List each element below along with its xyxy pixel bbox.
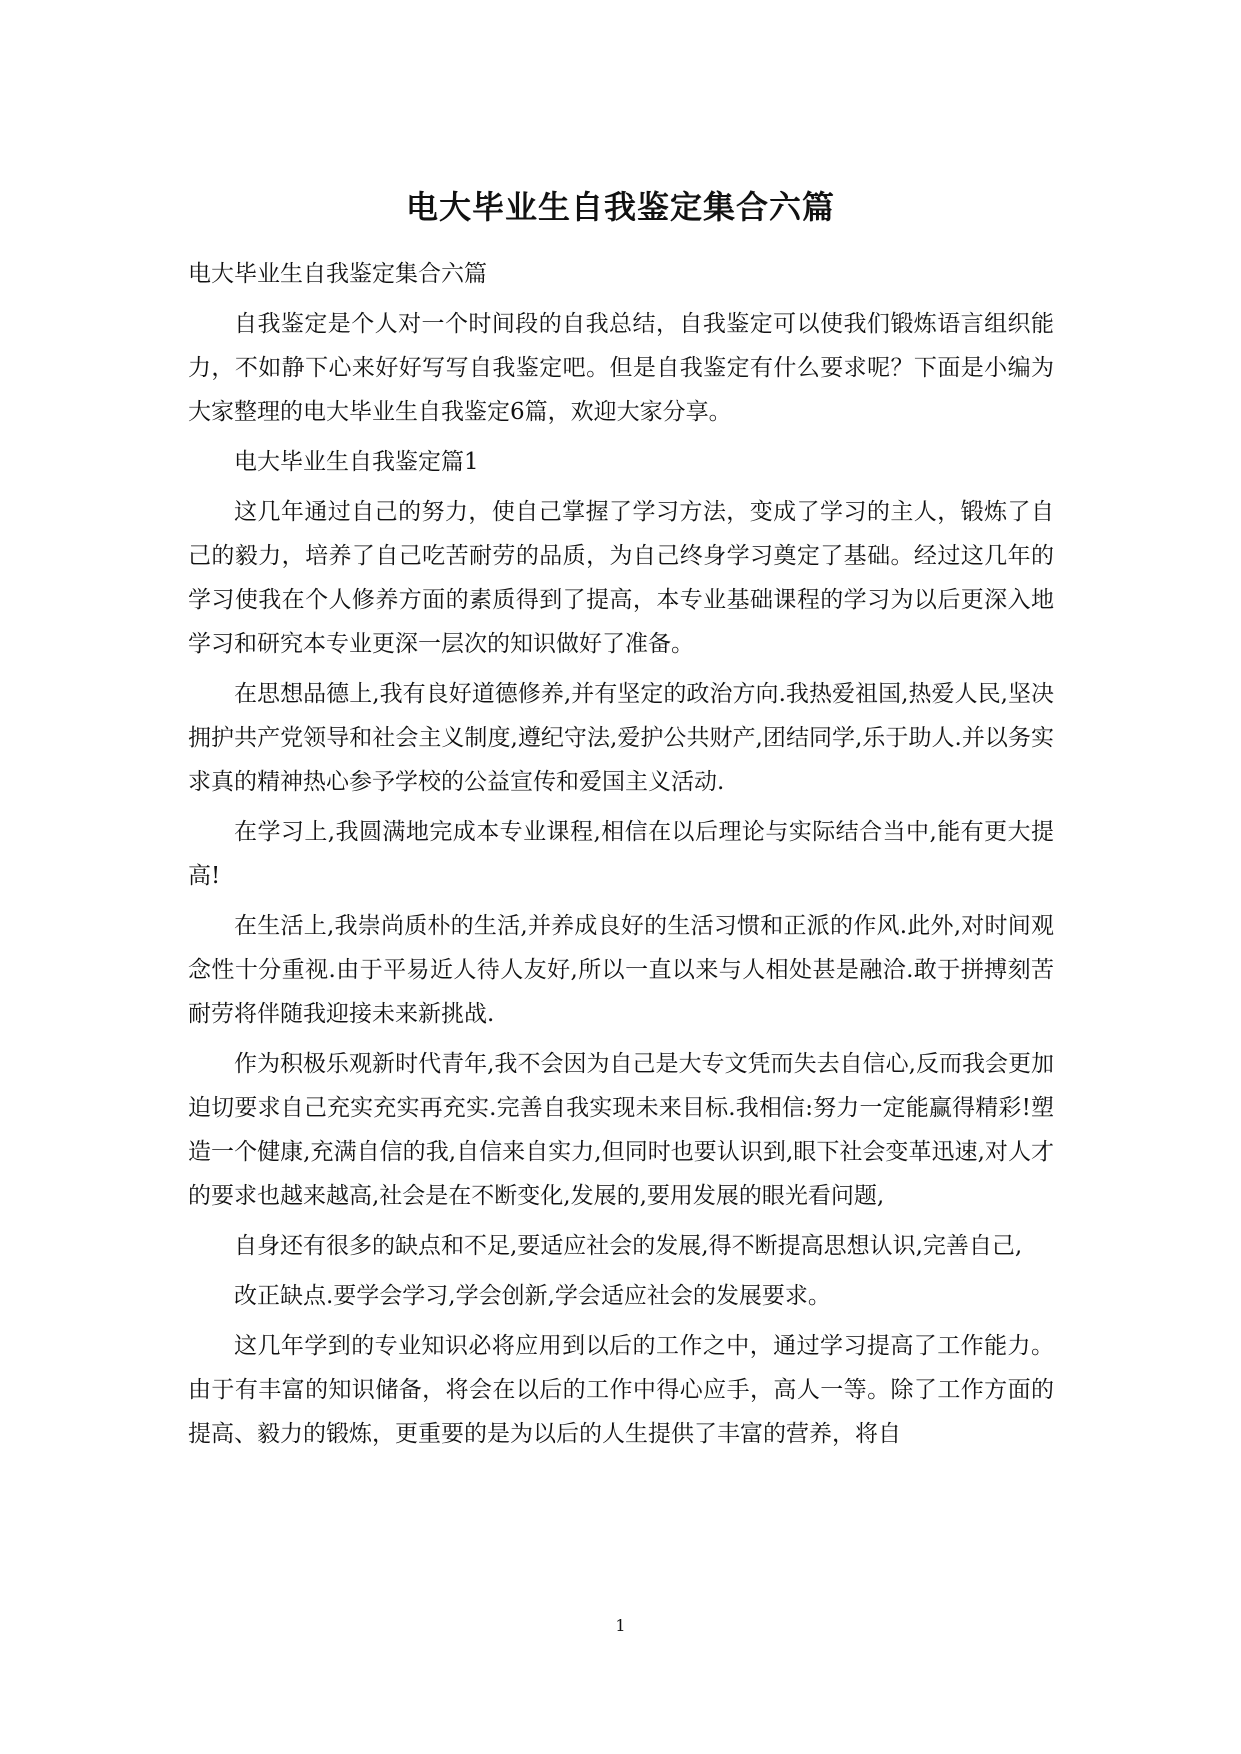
paragraph: 在学习上,我圆满地完成本专业课程,相信在以后理论与实际结合当中,能有更大提高! (188, 819, 1054, 889)
paragraph-intro: 自我鉴定是个人对一个时间段的自我总结，自我鉴定可以使我们锻炼语言组织能力，不如静下心来好好写写自我鉴定吧。但是自我鉴定有什么要求呢？下面是小编为大家整理的电大毕业生自我鉴定6篇，欢迎大家分享。 (188, 311, 1054, 425)
paragraph: 这几年通过自己的努力，使自己掌握了学习方法，变成了学习的主人，锻炼了自己的毅力，培养了自己吃苦耐劳的品质，为自己终身学习奠定了基础。经过这几年的学习使我在个人修养方面的素质得到了提高，本专业基础课程的学习为以后更深入地学习和研究本专业更深一层次的知识做好了准备。 (188, 499, 1054, 657)
paragraph: 在生活上,我崇尚质朴的生活,并养成良好的生活习惯和正派的作风.此外,对时间观念性十分重视.由于平易近人待人友好,所以一直以来与人相处甚是融洽.敢于拼搏刻苦耐劳将伴随我迎接未来新挑战. (188, 913, 1054, 1027)
paragraph: 自身还有很多的缺点和不足,要适应社会的发展,得不断提高思想认识,完善自己, (234, 1233, 1023, 1259)
paragraph: 在思想品德上,我有良好道德修养,并有坚定的政治方向.我热爱祖国,热爱人民,坚决拥护共产党领导和社会主义制度,遵纪守法,爱护公共财产,团结同学,乐于助人.并以务实求真的精神热心参予学校的公益宣传和爱国主义活动. (188, 681, 1054, 795)
page-number: 1 (615, 1616, 626, 1635)
paragraph: 作为积极乐观新时代青年,我不会因为自己是大专文凭而失去自信心,反而我会更加迫切要求自己充实充实再充实.完善自我实现未来目标.我相信:努力一定能赢得精彩!塑造一个健康,充满自信的我,自信来自实力,但同时也要认识到,眼下社会变革迅速,对人才的要求也越来越高,社会是在不断变化,发展的,要用发展的眼光看问题, (188, 1051, 1054, 1209)
document-title: 电大毕业生自我鉴定集合六篇 (405, 188, 835, 226)
document-subtitle: 电大毕业生自我鉴定集合六篇 (188, 261, 487, 287)
paragraph: 这几年学到的专业知识必将应用到以后的工作之中，通过学习提高了工作能力。由于有丰富的知识储备，将会在以后的工作中得心应手，高人一等。除了工作方面的提高、毅力的锻炼，更重要的是为以后的人生提供了丰富的营养，将自 (188, 1333, 1054, 1447)
section-heading: 电大毕业生自我鉴定篇1 (234, 449, 479, 475)
paragraph: 改正缺点.要学会学习,学会创新,学会适应社会的发展要求。 (234, 1283, 831, 1309)
document-body (188, 252, 1054, 1462)
